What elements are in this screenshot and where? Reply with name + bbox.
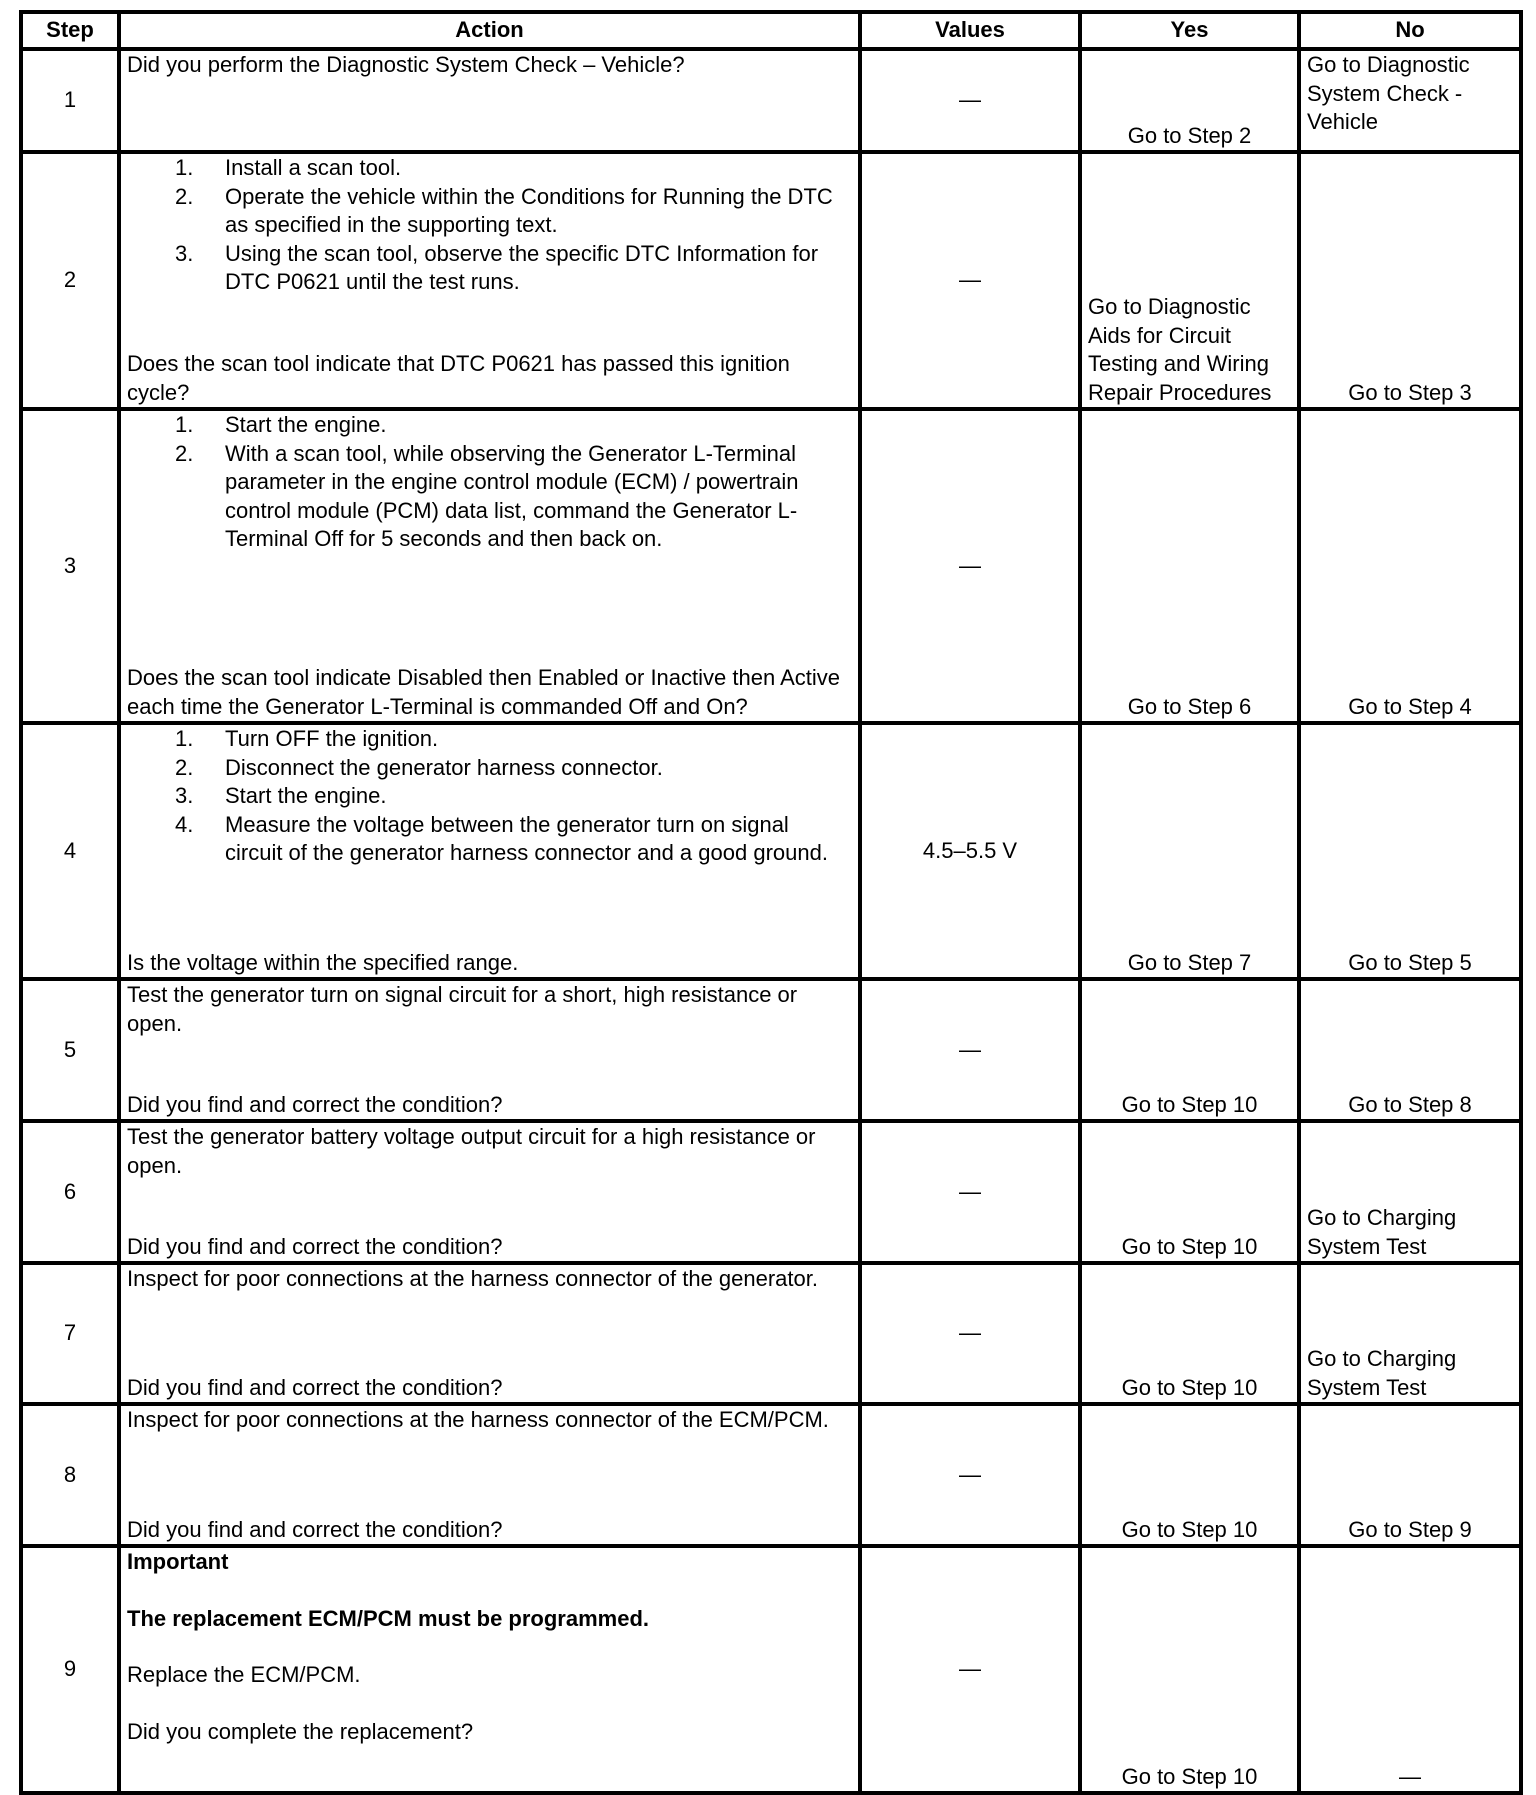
item-text: Start the engine.	[225, 412, 387, 437]
action-steps	[127, 154, 852, 297]
action-question: Did you find and correct the condition?	[127, 1516, 503, 1542]
step-number: 1	[21, 49, 119, 152]
action-question: Is the voltage within the specified range.	[127, 949, 519, 975]
no-cell[interactable]: Go to Step 9	[1299, 1404, 1521, 1546]
action-cell	[119, 723, 860, 979]
action-text: Did you perform the Diagnostic System Check – Vehicle?	[127, 52, 685, 77]
values-cell: —	[860, 1546, 1080, 1793]
header-values: Values	[860, 12, 1080, 49]
action-step-item	[127, 240, 852, 297]
item-text: Measure the voltage between the generator turn on signal circuit of the generator harness connector and a good ground.	[225, 811, 828, 865]
table-row	[21, 409, 1521, 723]
step-number: 2	[21, 152, 119, 409]
item-number: 3.	[175, 783, 194, 808]
item-text: Start the engine.	[225, 783, 387, 808]
yes-cell[interactable]: Go to Step 10	[1080, 979, 1299, 1121]
no-cell[interactable]: Go to Step 4	[1299, 409, 1521, 723]
header-row	[21, 12, 1521, 49]
values-cell: —	[860, 1263, 1080, 1404]
important-note: The replacement ECM/PCM must be programmed.	[127, 1605, 649, 1631]
item-number: 2.	[175, 440, 194, 466]
action-step-item	[127, 725, 852, 754]
action-cell	[119, 1121, 860, 1263]
action-question: Did you find and correct the condition?	[127, 1374, 503, 1400]
item-text: Disconnect the generator harness connector.	[225, 754, 663, 780]
values-cell: 4.5–5.5 V	[860, 723, 1080, 979]
action-steps	[127, 725, 852, 868]
values-cell: —	[860, 1121, 1080, 1263]
action-text: Test the generator turn on signal circuit for a short, high resistance or open.	[127, 982, 798, 1036]
item-text: Operate the vehicle within the Conditions for Running the DTC as specified in the supporting text.	[225, 183, 833, 237]
important-label: Important	[127, 1549, 229, 1574]
table-row	[21, 152, 1521, 409]
item-number: 2.	[175, 754, 194, 780]
item-text: Using the scan tool, observe the specific DTC Information for DTC P0621 until the test runs.	[225, 240, 819, 294]
item-number: 4.	[175, 811, 194, 837]
item-number: 1.	[175, 155, 194, 180]
yes-cell[interactable]: Go to Step 10	[1080, 1546, 1299, 1793]
action-cell	[119, 1404, 860, 1546]
item-number: 3.	[175, 240, 194, 266]
values-cell: —	[860, 152, 1080, 409]
header-no: No	[1299, 12, 1521, 49]
values-cell: —	[860, 979, 1080, 1121]
yes-cell[interactable]: Go to Step 10	[1080, 1263, 1299, 1404]
no-cell[interactable]: Go to Step 5	[1299, 723, 1521, 979]
action-steps	[127, 411, 852, 554]
action-step-item	[127, 411, 852, 440]
step-number: 8	[21, 1404, 119, 1546]
no-cell: —	[1299, 1546, 1521, 1793]
action-text: Inspect for poor connections at the harness connector of the ECM/PCM.	[127, 1407, 829, 1432]
yes-cell[interactable]: Go to Step 6	[1080, 409, 1299, 723]
yes-cell[interactable]: Go to Step 2	[1080, 49, 1299, 152]
item-text: With a scan tool, while observing the Generator L-Terminal parameter in the engine control module (ECM) / powertrain control module (PCM) data list, command the Generator L-Terminal Off for 5 seconds and then back on.	[225, 440, 799, 551]
yes-cell[interactable]: Go to Step 10	[1080, 1121, 1299, 1263]
action-text: Replace the ECM/PCM.	[127, 1662, 361, 1687]
action-step-item	[127, 754, 852, 783]
action-cell	[119, 1263, 860, 1404]
item-number: 1.	[175, 726, 194, 751]
header-action: Action	[119, 12, 860, 49]
action-cell	[119, 152, 860, 409]
action-step-item	[127, 183, 852, 240]
action-step-item	[127, 154, 852, 183]
action-cell	[119, 409, 860, 723]
step-number: 9	[21, 1546, 119, 1793]
header-step: Step	[21, 12, 119, 49]
action-question: Does the scan tool indicate that DTC P0621 has passed this ignition cycle?	[127, 351, 790, 405]
yes-cell[interactable]: Go to Diagnostic Aids for Circuit Testing and Wiring Repair Procedures	[1080, 152, 1299, 409]
item-number: 2.	[175, 183, 194, 209]
action-question: Did you complete the replacement?	[127, 1718, 474, 1744]
table-row	[21, 1121, 1521, 1263]
yes-cell[interactable]: Go to Step 10	[1080, 1404, 1299, 1546]
action-step-item	[127, 811, 852, 868]
item-number: 1.	[175, 412, 194, 437]
action-cell	[119, 1546, 860, 1793]
no-cell[interactable]: Go to Charging System Test	[1299, 1263, 1521, 1404]
yes-cell[interactable]: Go to Step 7	[1080, 723, 1299, 979]
action-text: Test the generator battery voltage output circuit for a high resistance or open.	[127, 1124, 816, 1178]
action-cell	[119, 49, 860, 152]
values-cell: —	[860, 1404, 1080, 1546]
action-cell	[119, 979, 860, 1121]
step-number: 6	[21, 1121, 119, 1263]
table-row	[21, 979, 1521, 1121]
action-question: Did you find and correct the condition?	[127, 1091, 503, 1117]
no-cell[interactable]: Go to Diagnostic System Check - Vehicle	[1299, 49, 1521, 152]
action-question: Does the scan tool indicate Disabled then Enabled or Inactive then Active each time the Generator L-Terminal is commanded Off and On?	[127, 665, 841, 719]
action-text: Inspect for poor connections at the harness connector of the generator.	[127, 1266, 818, 1291]
values-cell: —	[860, 49, 1080, 152]
table-row	[21, 1404, 1521, 1546]
step-number: 3	[21, 409, 119, 723]
item-text: Turn OFF the ignition.	[225, 726, 439, 751]
no-cell[interactable]: Go to Step 8	[1299, 979, 1521, 1121]
header-yes: Yes	[1080, 12, 1299, 49]
action-step-item	[127, 782, 852, 811]
action-question: Did you find and correct the condition?	[127, 1233, 503, 1259]
step-number: 7	[21, 1263, 119, 1404]
table-row	[21, 1546, 1521, 1793]
table-row	[21, 49, 1521, 152]
no-cell[interactable]: Go to Charging System Test	[1299, 1121, 1521, 1263]
step-number: 4	[21, 723, 119, 979]
no-cell[interactable]: Go to Step 3	[1299, 152, 1521, 409]
diagnostic-table	[19, 10, 1523, 1795]
values-cell: —	[860, 409, 1080, 723]
table-row	[21, 723, 1521, 979]
action-step-item	[127, 440, 852, 554]
step-number: 5	[21, 979, 119, 1121]
item-text: Install a scan tool.	[225, 155, 402, 180]
table-row	[21, 1263, 1521, 1404]
